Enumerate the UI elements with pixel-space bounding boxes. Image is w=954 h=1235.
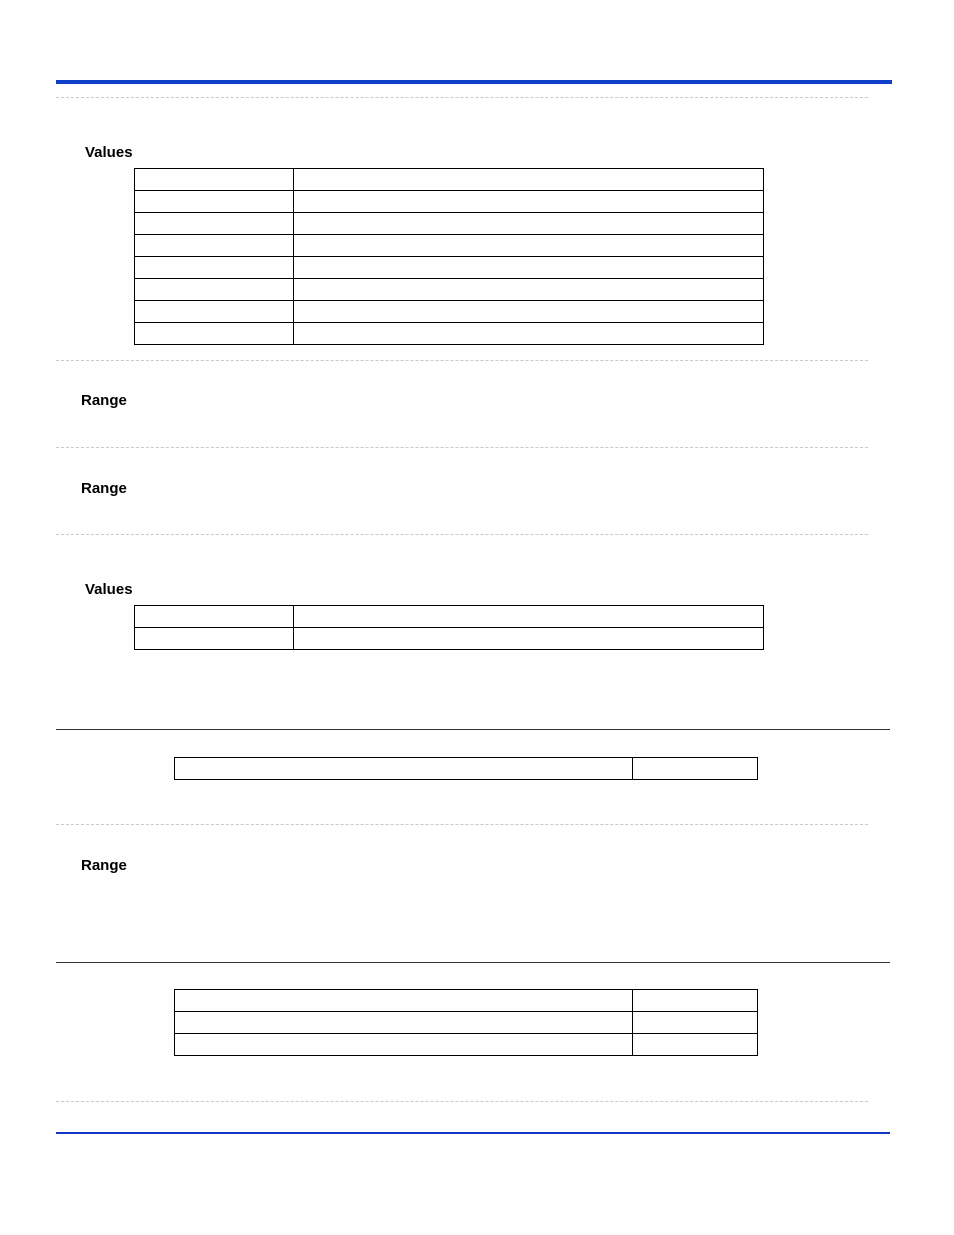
header-rule xyxy=(56,80,892,84)
divider-dashed xyxy=(56,447,868,448)
values-table xyxy=(134,605,764,650)
divider-dashed xyxy=(56,1101,868,1102)
divider-dashed xyxy=(56,824,868,825)
table-cell xyxy=(135,169,294,191)
table-row xyxy=(135,169,764,191)
table-cell xyxy=(633,1012,758,1034)
table-cell xyxy=(135,323,294,345)
table-cell xyxy=(135,213,294,235)
table-cell xyxy=(633,990,758,1012)
table-row xyxy=(135,628,764,650)
table-cell xyxy=(135,628,294,650)
table-row xyxy=(135,323,764,345)
footer-rule xyxy=(56,1132,890,1134)
table-row xyxy=(175,990,758,1012)
table-cell xyxy=(294,323,764,345)
values-heading: Values xyxy=(85,581,133,598)
table-cell xyxy=(633,758,758,780)
table-row xyxy=(135,257,764,279)
table-cell xyxy=(294,628,764,650)
divider-dashed xyxy=(56,534,868,535)
table-cell xyxy=(175,1012,633,1034)
divider-dashed xyxy=(56,360,868,361)
table-cell xyxy=(294,606,764,628)
range-heading: Range xyxy=(81,857,127,874)
table-row xyxy=(135,301,764,323)
table-cell xyxy=(135,191,294,213)
table-cell xyxy=(135,257,294,279)
table-cell xyxy=(294,279,764,301)
range-heading: Range xyxy=(81,480,127,497)
table-cell xyxy=(294,191,764,213)
table-row xyxy=(135,235,764,257)
info-table xyxy=(174,989,758,1056)
table-cell xyxy=(175,758,633,780)
table-row xyxy=(135,213,764,235)
table-row xyxy=(135,606,764,628)
values-table xyxy=(134,168,764,345)
table-row xyxy=(175,1034,758,1056)
divider-dashed xyxy=(56,97,868,98)
table-row xyxy=(175,758,758,780)
table-cell xyxy=(294,301,764,323)
table-cell xyxy=(135,279,294,301)
table-cell xyxy=(294,257,764,279)
table-cell xyxy=(294,213,764,235)
table-cell xyxy=(135,235,294,257)
info-table xyxy=(174,757,758,780)
table-row xyxy=(135,191,764,213)
table-cell xyxy=(294,235,764,257)
divider-solid xyxy=(56,729,890,730)
table-cell xyxy=(175,990,633,1012)
divider-solid xyxy=(56,962,890,963)
table-cell xyxy=(135,301,294,323)
table-cell xyxy=(135,606,294,628)
table-cell xyxy=(294,169,764,191)
table-cell xyxy=(175,1034,633,1056)
range-heading: Range xyxy=(81,392,127,409)
table-cell xyxy=(633,1034,758,1056)
table-row xyxy=(135,279,764,301)
table-row xyxy=(175,1012,758,1034)
values-heading: Values xyxy=(85,144,133,161)
